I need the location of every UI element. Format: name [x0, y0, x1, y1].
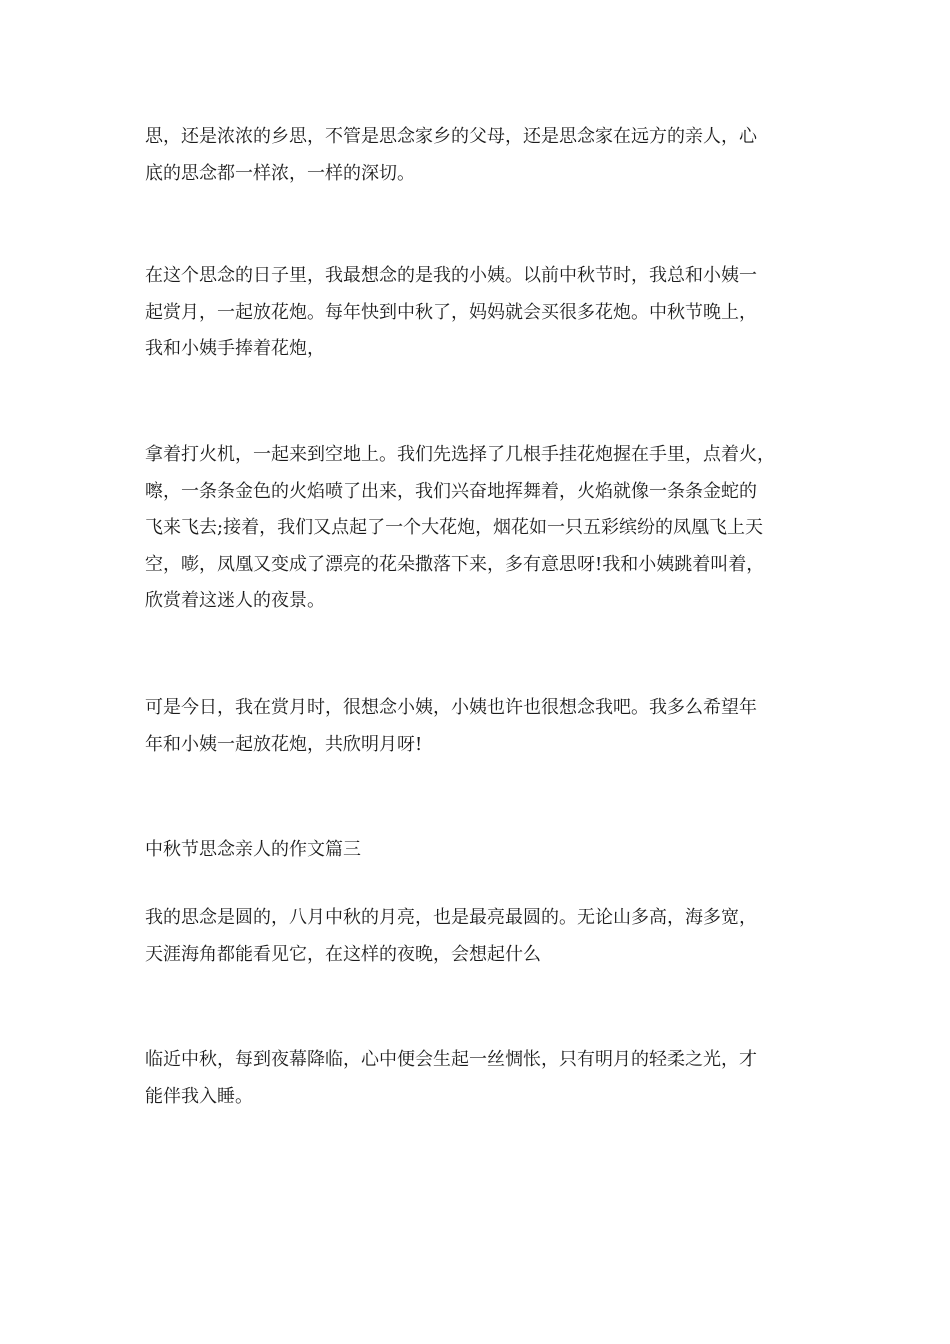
paragraph-2	[145, 258, 825, 368]
text-line: 底的思念都一样浓，一样的深切。	[145, 162, 415, 184]
text-line: 我和小姨手捧着花炮，	[145, 338, 325, 359]
text-line: 年和小姨一起放花炮，共欣明月呀!	[145, 733, 423, 755]
paragraph-6	[145, 1042, 825, 1115]
text-line: 欣赏着这迷人的夜景。	[145, 590, 325, 611]
text-line: 起赏月，一起放花炮。每年快到中秋了，妈妈就会买很多花炮。中秋节晚上，	[145, 301, 757, 323]
text-line: 可是今日，我在赏月时，很想念小姨，小姨也许也很想念我吧。我多么希望年	[145, 697, 757, 718]
text-line: 能伴我入睡。	[145, 1085, 253, 1107]
text-line: 临近中秋，每到夜幕降临，心中便会生起一丝惆怅，只有明月的轻柔之光，才	[145, 1049, 757, 1070]
text-line: 天涯海角都能看见它，在这样的夜晚，会想起什么	[145, 943, 541, 965]
text-line: 飞来飞去;接着，我们又点起了一个大花炮，烟花如一只五彩缤纷的凤凰飞上天	[145, 517, 764, 538]
paragraph-3	[145, 437, 825, 620]
text-line: 我的思念是圆的，八月中秋的月亮，也是最亮最圆的。无论山多高，海多宽，	[145, 907, 757, 928]
section-heading	[145, 832, 825, 869]
paragraph-5	[145, 900, 825, 973]
text-line: 思，还是浓浓的乡思，不管是思念家乡的父母，还是思念家在远方的亲人，心	[145, 126, 757, 147]
heading-line: 中秋节思念亲人的作文篇三	[145, 839, 361, 860]
text-line: 在这个思念的日子里，我最想念的是我的小姨。以前中秋节时，我总和小姨一	[145, 265, 757, 286]
text-line: 嚓，一条条金色的火焰喷了出来，我们兴奋地挥舞着，火焰就像一条条金蛇的	[145, 480, 757, 502]
paragraph-1	[145, 119, 825, 192]
text-line: 空，嘭，凤凰又变成了漂亮的花朵撒落下来，多有意思呀!我和小姨跳着叫着，	[145, 553, 765, 575]
paragraph-4	[145, 690, 825, 763]
text-line: 拿着打火机，一起来到空地上。我们先选择了几根手挂花炮握在手里，点着火，	[145, 444, 775, 465]
